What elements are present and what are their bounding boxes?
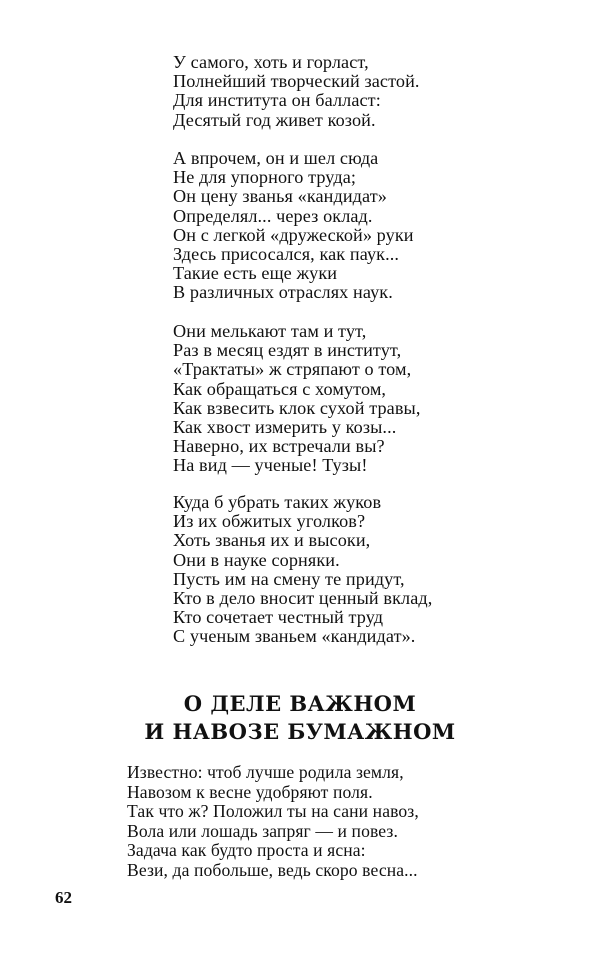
poem-title [0,690,600,746]
poem-line: Пусть им на смену те придут, [173,568,405,589]
poem-line: Наверно, их встречали вы? [173,436,385,457]
poem-line: Он цену званья «кандидат» [173,186,387,207]
poem-line: Для института он балласт: [173,90,381,111]
poem-title-line: О ДЕЛЕ ВАЖНОМ [183,691,417,716]
poem-line: Здесь присосался, как паук... [173,244,400,265]
poem-line: У самого, хоть и горласт, [173,52,369,72]
poem-line: Вола или лошадь запряг — и повез. [127,820,398,841]
poem-line: На вид — ученые! Тузы! [173,455,368,476]
poem-line: Полнейший творческий застой. [173,71,420,92]
stanza-1 [173,53,420,130]
poem-line: Как взвесить клок сухой травы, [173,397,421,418]
poem-line: А впрочем, он и шел сюда [173,148,379,168]
poem-line: Они в науке сорняки. [173,549,340,570]
poem-line: Куда б убрать таких жуков [173,492,382,512]
poem-line: В различных отраслях наук. [173,282,393,303]
poem-line: Определял... через оклад. [173,205,373,226]
poem-line: «Трактаты» ж стряпают о том, [173,359,412,380]
page-number: 62 [55,888,72,907]
stanza-4 [173,493,432,647]
poem-line: Задача как будто проста и ясна: [127,840,366,861]
poem-line: Они мелькают там и тут, [173,321,367,341]
poem-line: Как хвост измерить у козы... [173,417,397,438]
poem-line: Так что ж? Положил ты на сани навоз, [127,801,419,822]
poem-line: С ученым званьем «кандидат». [173,626,416,647]
poem-title-line: И НАВОЗЕ БУМАЖНОМ [144,719,456,744]
poem-line: Не для упорного труда; [173,167,357,188]
next-poem-text [127,763,419,881]
poem-line: Такие есть еще жуки [173,263,338,284]
poem-line: Он с легкой «дружеской» руки [173,224,414,245]
poem-line: Вези, да побольше, ведь скоро весна... [127,859,418,880]
poem-line: Хоть званья их и высоки, [173,530,371,551]
poem-line: Раз в месяц ездят в институт, [173,340,402,361]
stanza-3 [173,322,421,476]
poem-line: Из их обжитых уголков? [173,511,366,532]
stanza-2 [173,149,414,303]
poem-line: Навозом к весне удобряют поля. [127,781,373,802]
poem-line: Десятый год живет козой. [173,109,376,130]
poem-line: Кто в дело вносит ценный вклад, [173,588,433,609]
poem-line: Кто сочетает честный труд [173,607,384,628]
poem-line: Известно: чтоб лучше родила земля, [127,762,404,782]
poem-line: Как обращаться с хомутом, [173,378,387,399]
